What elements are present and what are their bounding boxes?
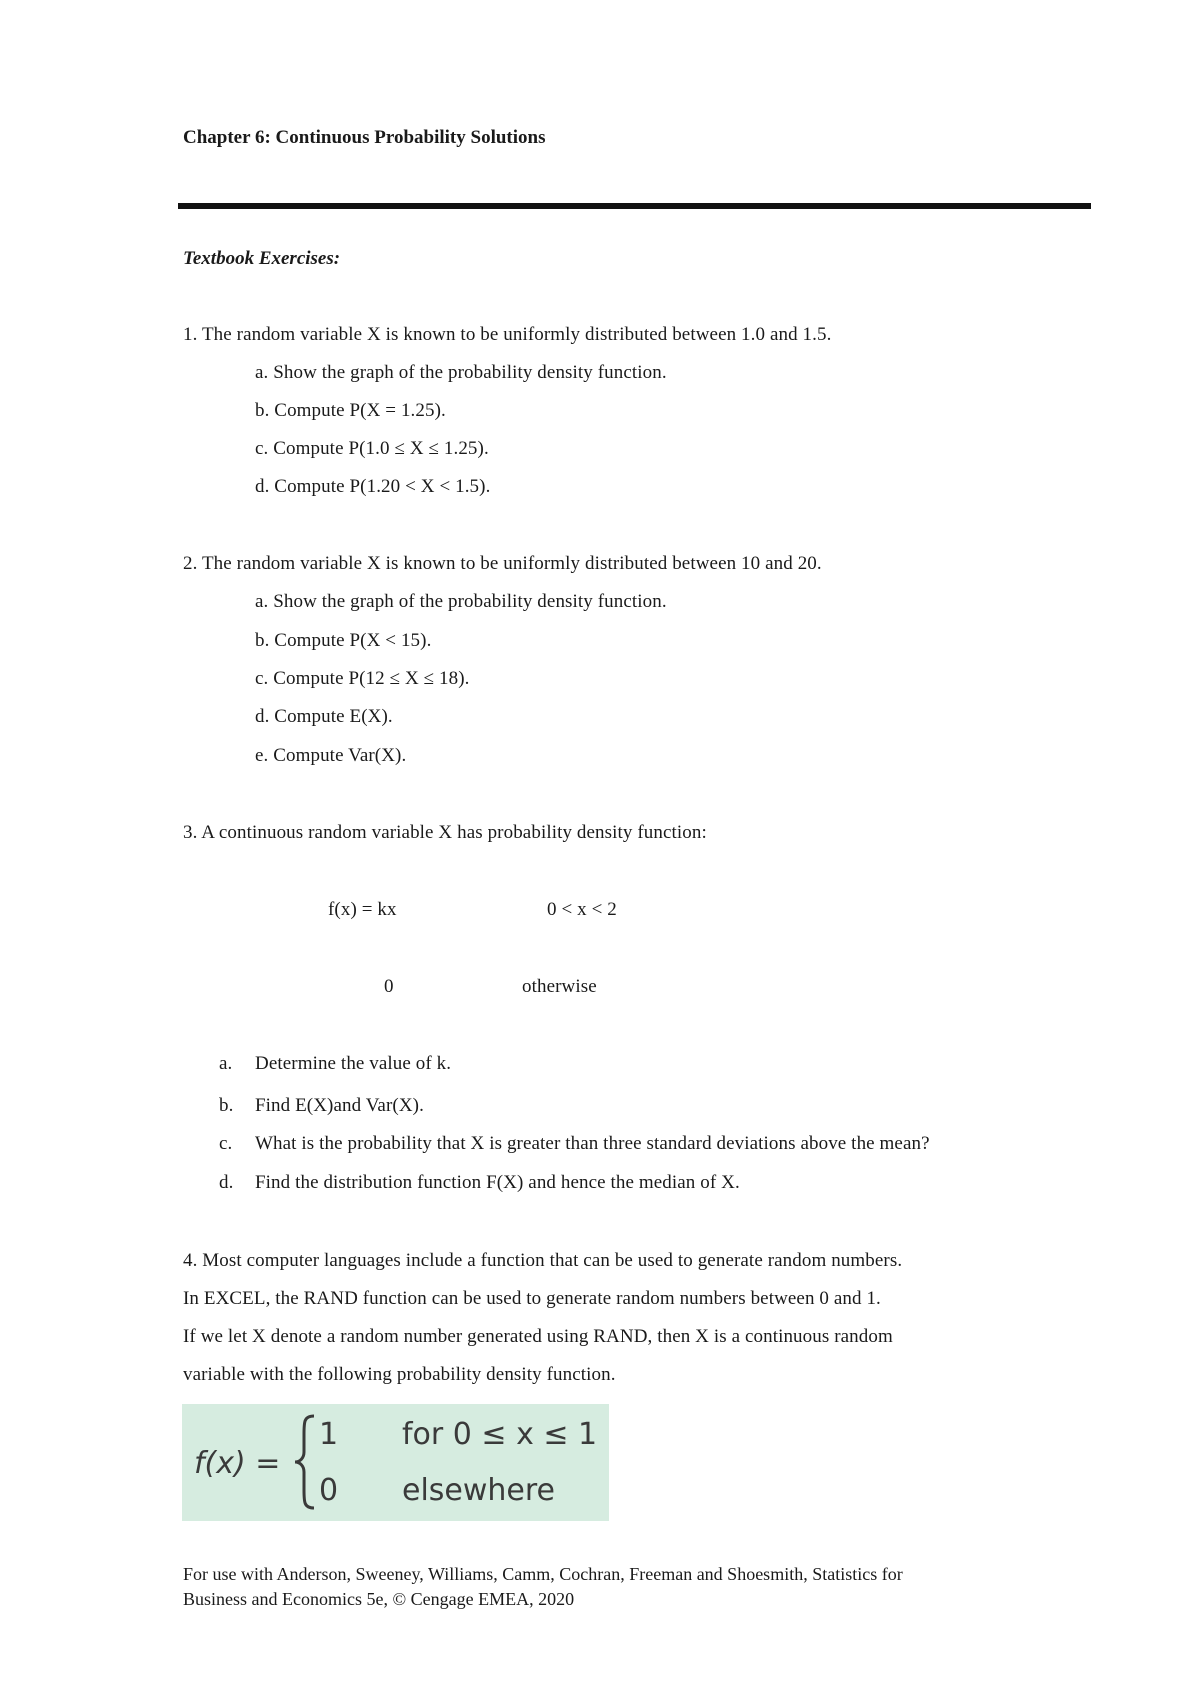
question-1-text: 1. The random variable X is known to be uniformly distributed between 1.0 and 1.5. — [183, 324, 832, 345]
question-3-part-a-label: a. — [219, 1053, 233, 1074]
question-3-part-d: Find the distribution function F(X) and hence the median of X. — [255, 1172, 740, 1193]
question-3-part-b: Find E(X)and Var(X). — [255, 1095, 424, 1116]
rand-pdf-formula — [182, 1404, 609, 1521]
question-2-part-c: c. Compute P(12 ≤ X ≤ 18). — [255, 668, 470, 689]
question-4-line-2: In EXCEL, the RAND function can be used to generate random numbers between 0 and 1. — [183, 1288, 881, 1309]
pdf-expression: f(x) = kx — [328, 899, 397, 920]
question-3-part-a: Determine the value of k. — [255, 1053, 452, 1074]
question-2-part-b: b. Compute P(X < 15). — [255, 630, 432, 651]
title-divider — [178, 203, 1091, 209]
footer-line-1: For use with Anderson, Sweeney, Williams, Camm, Cochran, Freeman and Shoesmith, Statistics for — [183, 1564, 903, 1584]
section-heading: Textbook Exercises: — [183, 248, 341, 269]
left-brace-icon — [292, 1412, 318, 1512]
question-1-part-b: b. Compute P(X = 1.25). — [255, 400, 446, 421]
question-3-part-d-label: d. — [219, 1172, 234, 1193]
question-2-part-e: e. Compute Var(X). — [255, 745, 407, 766]
footer-line-2: Business and Economics 5e, © Cengage EMEA, 2020 — [183, 1589, 575, 1609]
question-2-part-a: a. Show the graph of the probability density function. — [255, 591, 667, 612]
question-3-part-b-label: b. — [219, 1095, 234, 1116]
formula-case-2-condition: elsewhere — [402, 1473, 556, 1508]
question-3-part-c: What is the probability that X is greater than three standard deviations above the mean? — [255, 1133, 930, 1154]
page-title: Chapter 6: Continuous Probability Solutions — [183, 127, 546, 148]
question-1-part-d: d. Compute P(1.20 < X < 1.5). — [255, 476, 491, 497]
formula-case-1-value: 1 — [319, 1417, 339, 1452]
question-2-part-d: d. Compute E(X). — [255, 706, 393, 727]
question-3-part-c-label: c. — [219, 1133, 233, 1154]
question-2-text: 2. The random variable X is known to be uniformly distributed between 10 and 20. — [183, 553, 822, 574]
pdf-otherwise: otherwise — [522, 976, 597, 997]
formula-case-2-value: 0 — [319, 1473, 339, 1508]
question-3-text: 3. A continuous random variable X has probability density function: — [183, 822, 707, 843]
pdf-zero-value: 0 — [384, 976, 394, 997]
formula-case-1-condition: for 0 ≤ x ≤ 1 — [402, 1417, 598, 1452]
question-4-line-4: variable with the following probability density function. — [183, 1364, 616, 1385]
question-4-line-1: 4. Most computer languages include a function that can be used to generate random numbers. — [183, 1250, 903, 1271]
question-1-part-c: c. Compute P(1.0 ≤ X ≤ 1.25). — [255, 438, 489, 459]
question-4-line-3: If we let X denote a random number generated using RAND, then X is a continuous random — [183, 1326, 893, 1347]
question-1-part-a: a. Show the graph of the probability density function. — [255, 362, 667, 383]
formula-lhs: f(x) = — [194, 1446, 281, 1481]
pdf-domain: 0 < x < 2 — [547, 899, 617, 920]
